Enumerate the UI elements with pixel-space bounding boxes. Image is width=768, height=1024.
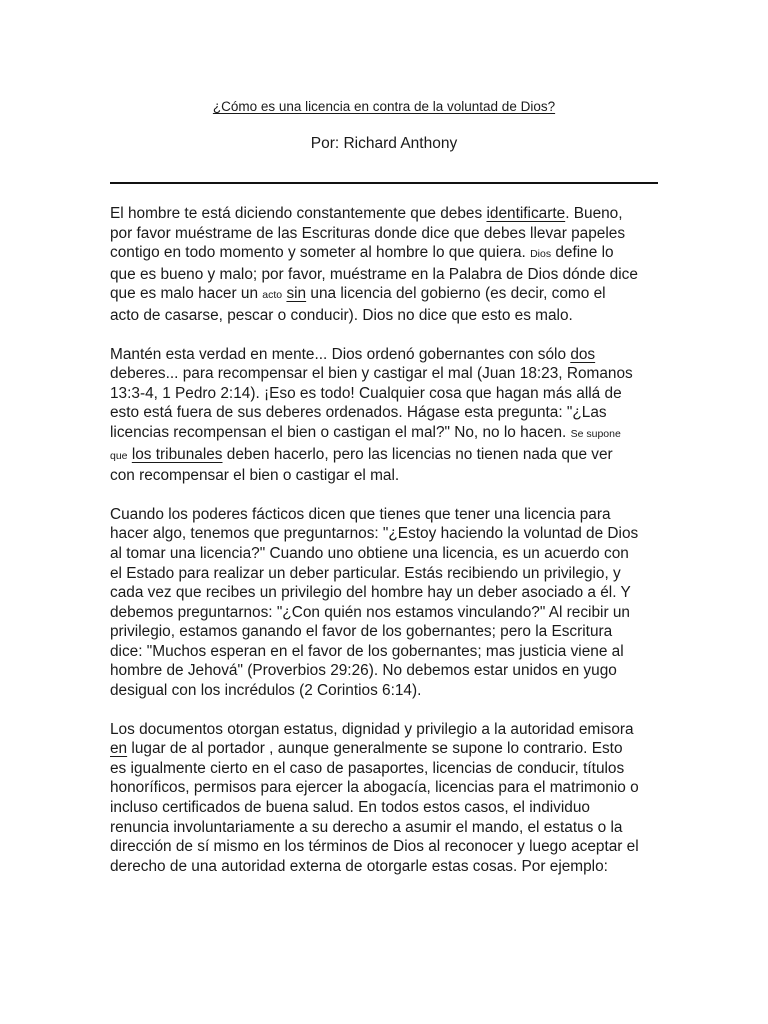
text-line: con recompensar el bien o castigar el mal.: [110, 467, 400, 485]
paragraph-2: [110, 345, 670, 486]
text-line: debemos preguntarnos: "¿Con quién nos estamos vinculando?" Al recibir un: [110, 603, 630, 621]
small-word: que: [110, 449, 128, 462]
text-line: hombre de Jehová" (Proverbios 29:26). No debemos estar unidos en yugo: [110, 662, 617, 680]
small-word: acto: [262, 289, 283, 302]
text-line: contigo en todo momento y someter al hombre lo que quiera. Dios define lo: [110, 244, 614, 262]
text-line: es igualmente cierto en el caso de pasaportes, licencias de conducir, títulos: [110, 759, 625, 777]
text-line: incluso certificados de buena salud. En todos estos casos, el individuo: [110, 799, 590, 817]
text-line: desigual con los incrédulos (2 Corintios 6:14).: [110, 682, 422, 700]
underlined-word: identificarte: [486, 205, 566, 222]
text-line: por favor muéstrame de las Escrituras donde dice que debes llevar papeles: [110, 224, 626, 242]
small-word: Dios: [530, 248, 552, 261]
underlined-word: los tribunales: [131, 445, 223, 463]
text-line: deberes... para recompensar el bien y castigar el mal (Juan 18:23, Romanos: [110, 365, 633, 383]
text-line: renuncia involuntariamente a su derecho a asumir el mando, el estatus o la: [110, 818, 623, 836]
paragraph-4: [110, 720, 670, 877]
text-line: el Estado para realizar un deber particular. Estás recibiendo un privilegio, y: [110, 564, 621, 582]
text-line: dirección de sí mismo en los términos de Dios al reconocer y luego aceptar el: [110, 838, 639, 856]
text-line: Cuando los poderes fácticos dicen que tienes que tener una licencia para: [110, 505, 611, 523]
small-word: Se supone: [570, 427, 621, 440]
text-line: al tomar una licencia?" Cuando uno obtiene una licencia, es un acuerdo con: [110, 544, 629, 562]
text-line: cada vez que recibes un privilegio del hombre hay un deber asociado a él. Y: [110, 584, 631, 602]
document-title: ¿Cómo es una licencia en contra de la voluntad de Dios?: [212, 99, 556, 114]
text-line: honoríficos, permisos para ejercer la abogacía, licencias para el matrimonio o: [110, 779, 639, 797]
underlined-word: sin: [286, 285, 307, 303]
text-line: Mantén esta verdad en mente... Dios ordenó gobernantes con sólo dos: [110, 345, 596, 363]
title-divider: [110, 182, 658, 184]
document-author: Por: Richard Anthony: [310, 135, 458, 152]
text-line: privilegio, estamos ganando el favor de los gobernantes; pero la Escritura: [110, 623, 613, 641]
text-line: que es bueno y malo; por favor, muéstrame en la Palabra de Dios dónde dice: [110, 265, 638, 283]
text-line: dice: "Muchos esperan en el favor de los gobernantes; mas justicia viene al: [110, 642, 624, 660]
text-line: esto está fuera de sus deberes ordenados. Hágase esta pregunta: "¿Las: [110, 404, 607, 422]
text-line: licencias recompensan el bien o castigan el mal?" No, no lo hacen. Se supone: [110, 423, 621, 441]
text-line: que los tribunales deben hacerlo, pero las licencias no tienen nada que ver: [110, 445, 613, 463]
text-line: hacer algo, tenemos que preguntarnos: "¿Estoy haciendo la voluntad de Dios: [110, 525, 639, 543]
text-line: 13:3-4, 1 Pedro 2:14). ¡Eso es todo! Cualquier cosa que hagan más allá de: [110, 384, 622, 402]
paragraph-3: [110, 505, 670, 701]
text-line: en lugar de al portador , aunque generalmente se supone lo contrario. Esto: [110, 740, 623, 758]
document-body: [110, 204, 670, 895]
text-line: que es malo hacer un acto sin una licencia del gobierno (es decir, como el: [110, 285, 606, 303]
text-line: Los documentos otorgan estatus, dignidad y privilegio a la autoridad emisora: [110, 720, 634, 738]
underlined-word: en: [110, 740, 128, 758]
text-line: acto de casarse, pescar o conducir). Dios no dice que esto es malo.: [110, 306, 573, 324]
text-line: El hombre te está diciendo constantemente que debes identificarte. Bueno,: [110, 205, 623, 222]
underlined-word: dos: [570, 345, 596, 363]
paragraph-1: [110, 204, 670, 326]
text-line: derecho de una autoridad externa de otorgarle estas cosas. Por ejemplo:: [110, 857, 608, 875]
